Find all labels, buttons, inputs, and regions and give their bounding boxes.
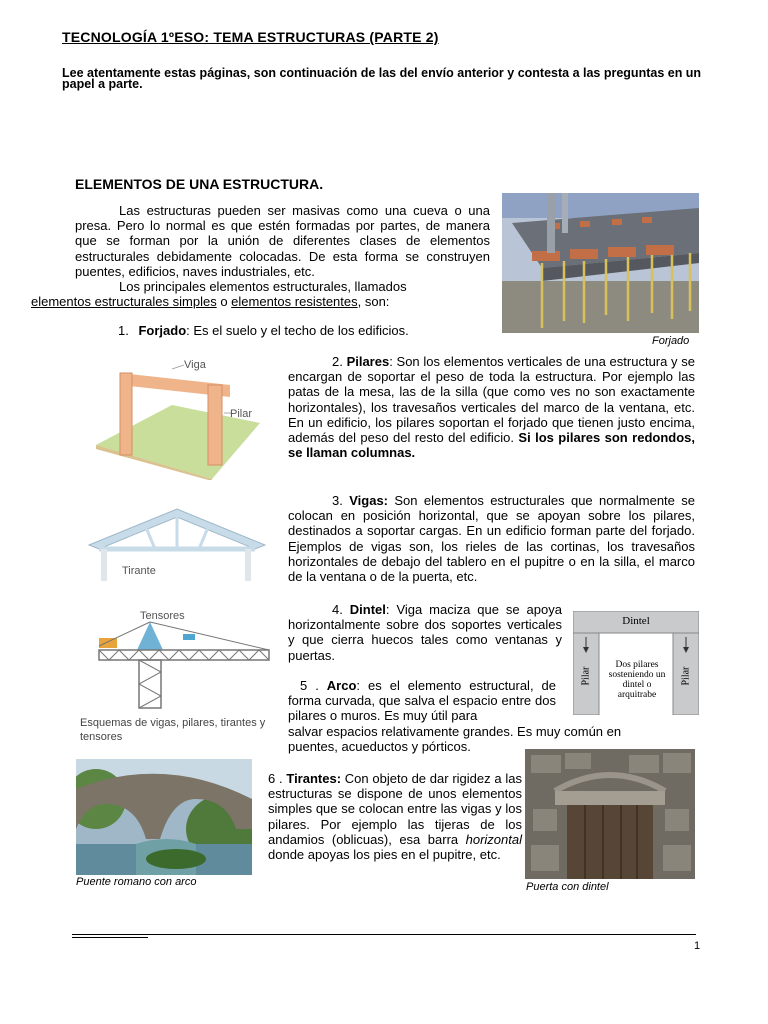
crane-diagram — [95, 620, 275, 710]
viga-label: Viga — [184, 359, 206, 371]
item-arco — [288, 678, 556, 724]
item-text: Son elementos estructurales que normalmente se colocan en posición horizontal, que se apoyan sobre los pilares, destinados a soportar cargas. En un edificio forman parte del forjado. Ejemplos de vigas son, los rieles de las cortinas, los travesaños horizontales de debajo del tablero en el pupitre o en la silla, el marco de la ventana o de la puerta, etc. — [288, 493, 695, 585]
item-tirantes — [268, 771, 522, 862]
roman-bridge-photo — [76, 759, 252, 875]
paragraph-2-tail: , son: — [357, 294, 390, 310]
item-term: Tirantes: — [286, 771, 342, 786]
item-term: Forjado — [138, 323, 187, 338]
page-title: TECNOLOGÍA 1ºESO: TEMA ESTRUCTURAS (PARTE 2) — [62, 29, 439, 45]
tensores-label: Tensores — [140, 610, 185, 622]
item-text: : Viga maciza que se apoya horizontalmente sobre dos soportes verticales y que cierra huecos tales como ventanas y puertas. — [288, 602, 562, 663]
forjado-caption: Forjado — [652, 335, 690, 347]
right-pilar-label: Pilar — [680, 666, 692, 686]
intro-text: Lee atentamente estas páginas, son continuación de las del envío anterior y contesta a las preguntas en un papel a parte. — [62, 66, 702, 91]
schemes-caption: Esquemas de vigas, pilares, tirantes y tensores — [80, 717, 266, 743]
item-dintel — [288, 602, 562, 663]
item-text: : Es el suelo y el techo de los edificios. — [186, 323, 409, 338]
forjado-photo — [502, 193, 699, 333]
door-caption: Puerta con dintel — [526, 881, 609, 893]
item-pilares — [288, 354, 695, 460]
pilar-label: Pilar — [230, 408, 253, 420]
connector-text: o — [216, 294, 232, 310]
door-lintel-photo — [525, 749, 695, 879]
resistant-elements-term: elementos resistentes — [231, 294, 358, 310]
item-text: Con objeto de dar rigidez a las estructuras se dispone de unos elementos simples que se colocan entre las vigas y los pilares. Por ejemplo las tijeras de los andamios (oblicuas), esa barra — [268, 771, 522, 847]
item-note: Si los pilares son redondos, se llaman columnas. — [288, 430, 696, 461]
footnote-rule — [72, 937, 148, 938]
item-number: 3. — [332, 493, 350, 508]
footer-rule — [72, 934, 696, 935]
item-number: 1. — [118, 323, 129, 338]
item-number: 6 . — [268, 771, 287, 786]
item-arco-continued: salvar espacios relativamente grandes. Es muy común en puentes, acueductos y pórticos. — [288, 724, 622, 755]
item-term: Dintel — [349, 602, 386, 617]
page-number: 1 — [694, 940, 701, 952]
dintel-center-text: Dos pilares sosteniendo un dintel o arquitrabe — [608, 660, 666, 700]
section-heading: ELEMENTOS DE UNA ESTRUCTURA. — [75, 176, 324, 192]
section-intro — [31, 203, 490, 310]
paragraph-1: Las estructuras pueden ser masivas como una cueva o una presa. Pero lo normal es que estén formadas por partes, de manera que se forman por la unión de diferentes clases de elementos estructurales debidamente colocadas. De esta forma se construyen puentes, edificios, naves industriales, etc. — [75, 203, 490, 279]
paragraph-2 — [31, 279, 490, 310]
left-pilar-label: Pilar — [580, 666, 592, 686]
item-number: 4. — [332, 602, 350, 617]
item-forjado — [118, 323, 458, 338]
item-term: Vigas: — [349, 493, 388, 508]
item-text-end: donde apoyas los pies en el pupitre, etc. — [268, 847, 501, 863]
bridge-caption: Puente romano con arco — [76, 876, 197, 888]
item-term: Arco — [326, 678, 357, 693]
item-text: : Son los elementos verticales de una estructura y se encargan de soportar el peso de toda la estructura. Por ejemplo las patas de la mesa, las de la silla (que como ves no son exactamente horizontales), los travesaños verticales del marco de la ventana, etc. En un edificio, los pilares soportan el forjado que tienen justo encima, además del peso del resto del edificio. — [288, 354, 695, 446]
dintel-label: Dintel — [622, 615, 650, 627]
item-number: 5 . — [300, 678, 327, 693]
item-vigas — [288, 493, 695, 584]
simple-elements-term: elementos estructurales simples — [31, 294, 217, 310]
item-italic: horizontal — [465, 831, 522, 847]
paragraph-2-lead: Los principales elementos estructurales, llamados — [119, 279, 407, 295]
truss-diagram — [85, 505, 270, 585]
item-number: 2. — [332, 354, 347, 369]
item-term: Pilares — [346, 354, 390, 369]
tirante-label: Tirante — [122, 565, 156, 577]
item-text: : es el elemento estructural, de forma curvada, que salva el espacio entre dos pilares o muros. Es muy útil para — [288, 678, 556, 724]
